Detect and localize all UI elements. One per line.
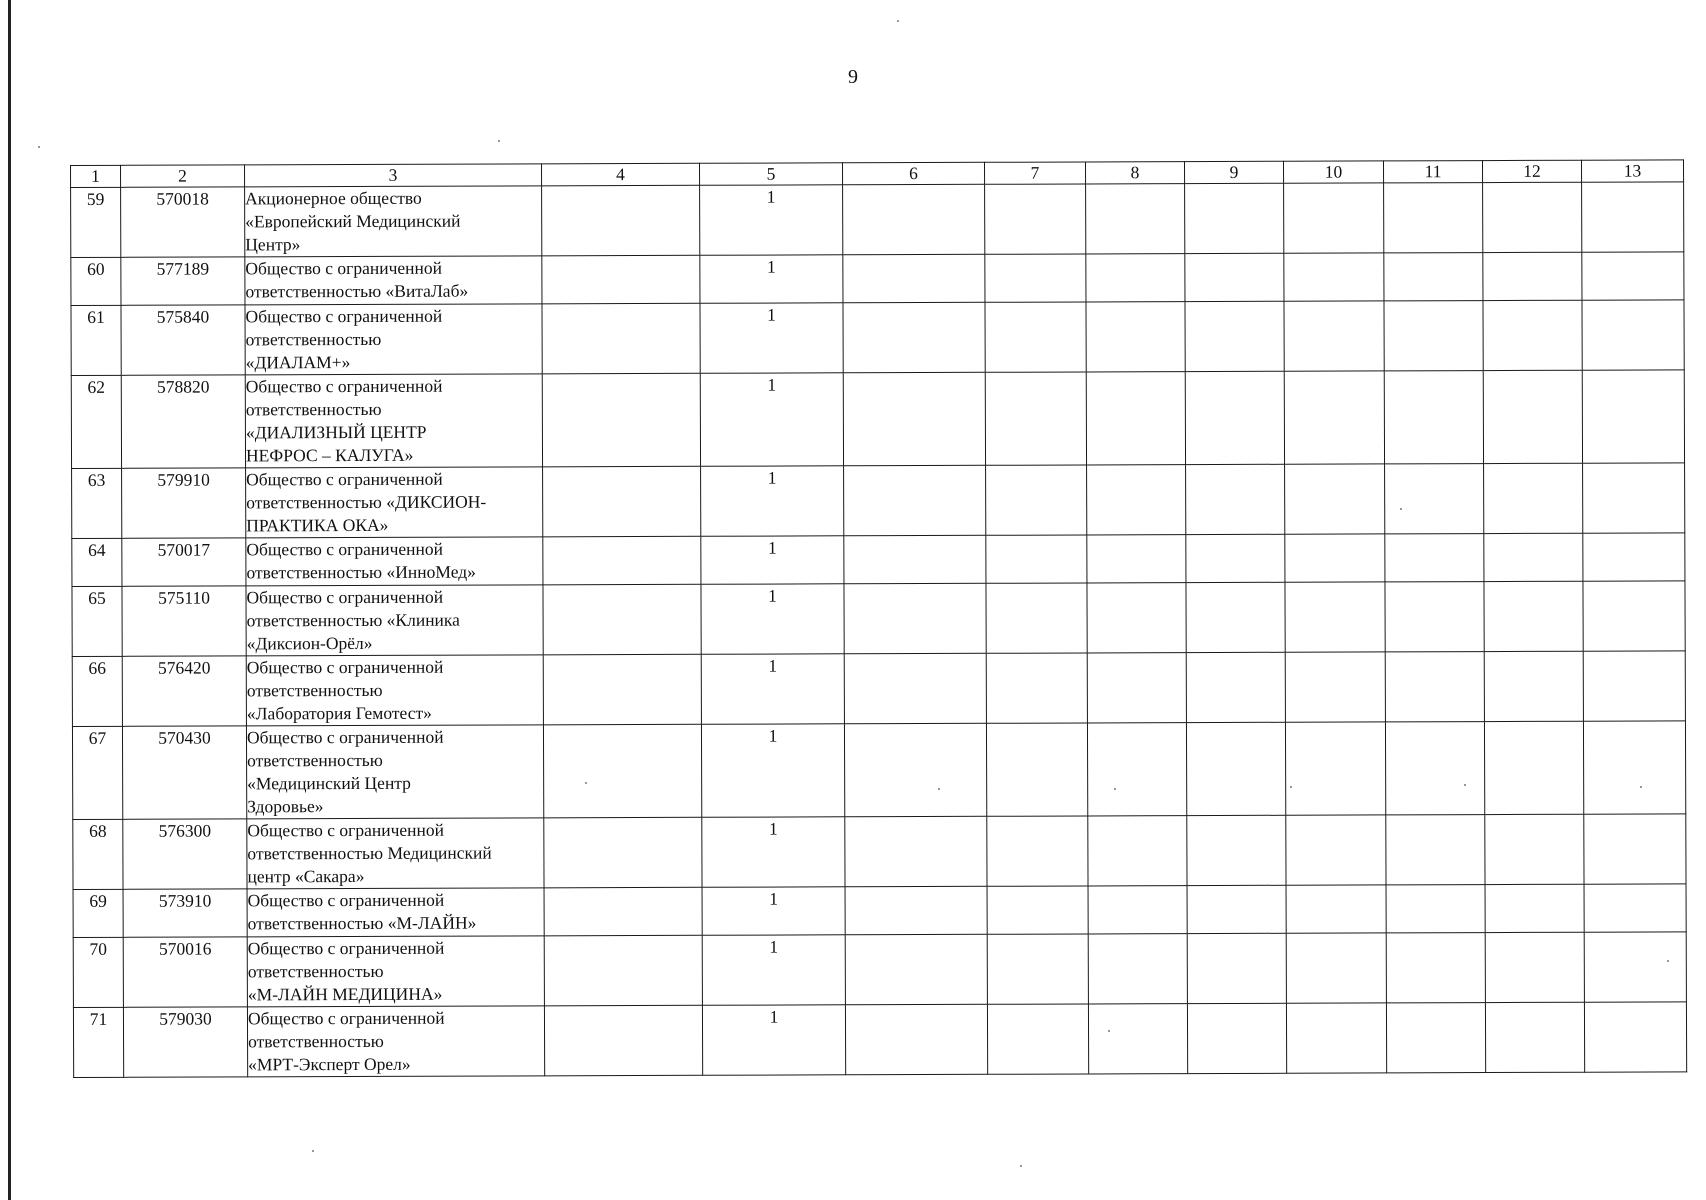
organization-name-line: Общество с ограниченной [245,375,443,397]
empty-cell-col11 [1386,1003,1485,1073]
table-row [71,182,1684,258]
empty-cell-col8 [1087,723,1186,816]
registry-code-cell: 579910 [122,468,246,538]
column-number-5: 5 [699,163,842,185]
registry-code-cell: 579030 [123,1007,247,1077]
scan-speck [897,20,899,22]
empty-cell-col4 [544,935,702,1006]
empty-cell-col4 [543,584,701,655]
register-sheet [70,159,1687,1078]
organization-name-line: «Европейский Медицинский [245,210,461,232]
organization-name-cell [245,256,542,305]
empty-cell-col10 [1284,183,1384,253]
empty-cell-col13 [1583,651,1685,721]
empty-cell-col4 [544,1005,702,1076]
empty-cell-col9 [1186,652,1285,722]
organization-name-line: ответственностью [245,398,382,420]
organization-name-cell [247,1006,544,1077]
empty-cell-col13 [1584,814,1686,884]
empty-cell-col7 [987,886,1088,934]
empty-cell-col10 [1284,371,1384,464]
register-table [70,159,1687,1078]
organization-name-line: ответственностью Медицинский [247,842,492,864]
empty-cell-col10 [1285,652,1385,722]
registry-code-cell: 570017 [122,538,246,586]
empty-cell-col11 [1384,301,1483,371]
empty-cell-col6 [844,723,986,816]
empty-cell-col8 [1087,583,1186,653]
scan-speck [312,1150,314,1152]
organization-name-line: Общество с ограниченной [245,257,443,279]
organization-name-cell [246,725,543,819]
organization-name-line: Общество с ограниченной [247,937,445,959]
empty-cell-col6 [845,886,987,934]
organization-name-line: Центр» [245,234,301,255]
organization-name-line: Общество с ограниченной [247,889,445,911]
organization-name-line: Общество с ограниченной [246,468,443,490]
row-number-cell: 66 [72,656,122,726]
table-row [73,932,1686,1008]
empty-cell-col12 [1483,182,1582,252]
empty-cell-col13 [1584,884,1686,932]
empty-cell-col12 [1485,814,1584,884]
empty-cell-col13 [1582,252,1684,300]
empty-cell-col13 [1583,581,1685,651]
organization-name-line: Общество с ограниченной [247,819,444,841]
col5-value-cell: 1 [701,724,844,817]
table-body [71,182,1687,1078]
empty-cell-col4 [542,255,700,304]
table-row [71,370,1684,469]
table-row [71,300,1684,376]
organization-name-line: ответственностью «М-ЛАЙН» [247,912,477,934]
scan-speck [38,146,40,148]
organization-name-cell [246,537,543,586]
registry-code-cell: 576300 [123,819,247,889]
empty-cell-col9 [1185,371,1284,464]
empty-cell-col9 [1185,253,1284,301]
empty-cell-col4 [543,724,701,818]
empty-cell-col8 [1088,816,1187,886]
row-number-cell: 59 [71,187,121,257]
organization-name-cell [246,585,543,656]
table-row [72,533,1685,587]
column-number-7: 7 [984,162,1085,184]
scan-speck [1020,1165,1022,1167]
empty-cell-col4 [543,466,701,537]
empty-cell-col7 [985,372,1086,465]
empty-cell-col11 [1384,183,1483,253]
empty-cell-col10 [1284,301,1384,371]
empty-cell-col7 [986,583,1087,653]
empty-cell-col8 [1088,934,1187,1004]
table-row [72,581,1685,657]
empty-cell-col12 [1485,884,1584,932]
column-number-6: 6 [842,162,984,184]
organization-name-line: «Лаборатория Гемотест» [246,702,432,724]
empty-cell-col6 [845,1004,987,1074]
empty-cell-col11 [1385,582,1484,652]
empty-cell-col12 [1484,651,1583,721]
organization-name-line: ответственностью [246,679,383,701]
empty-cell-col7 [986,653,1087,723]
organization-name-line: ответственностью «ДИКСИОН- [246,491,487,513]
row-number-cell: 63 [72,468,122,538]
organization-name-line: «Диксион-Орёл» [246,632,373,654]
empty-cell-col11 [1385,464,1484,534]
table-row [72,651,1685,727]
row-number-cell: 60 [71,257,121,305]
page-number: 9 [848,66,858,88]
organization-name-line: ответственностью [247,960,384,982]
empty-cell-col7 [986,535,1087,583]
empty-cell-col7 [986,465,1087,535]
scan-speck [1290,786,1292,788]
empty-cell-col10 [1285,464,1385,534]
empty-cell-col6 [843,372,985,465]
empty-cell-col10 [1286,885,1386,933]
table-row [71,252,1684,306]
scan-speck [1667,960,1669,962]
scan-speck [585,782,587,784]
column-number-3: 3 [245,164,542,187]
column-number-8: 8 [1085,162,1184,184]
organization-name-line: «М-ЛАЙН МЕДИЦИНА» [247,983,443,1005]
table-row [72,721,1685,820]
empty-cell-col10 [1286,815,1386,885]
empty-cell-col9 [1186,722,1285,815]
empty-cell-col4 [543,536,701,585]
empty-cell-col11 [1384,253,1483,301]
col5-value-cell: 1 [700,373,843,466]
col5-value-cell: 1 [701,654,844,724]
empty-cell-col8 [1086,302,1185,372]
empty-cell-col6 [843,184,985,254]
empty-cell-col4 [543,654,701,725]
row-number-cell: 62 [71,375,121,468]
empty-cell-col9 [1186,464,1285,534]
empty-cell-col6 [844,583,986,653]
column-number-1: 1 [71,165,121,187]
empty-cell-col12 [1485,1002,1584,1072]
table-row [73,814,1686,890]
column-number-9: 9 [1184,161,1283,183]
empty-cell-col13 [1582,182,1684,252]
empty-cell-col13 [1583,533,1685,581]
row-number-cell: 69 [73,889,123,937]
organization-name-line: центр «Сакара» [247,865,365,887]
organization-name-line: ответственностью «Клиника [246,609,460,631]
empty-cell-col9 [1185,183,1284,253]
col5-value-cell: 1 [702,817,845,887]
column-number-13: 13 [1581,160,1683,182]
empty-cell-col7 [987,1004,1088,1074]
empty-cell-col4 [544,887,702,936]
empty-cell-col8 [1086,254,1185,302]
organization-name-line: Здоровье» [247,796,324,817]
empty-cell-col12 [1484,463,1583,533]
col5-value-cell: 1 [700,303,843,373]
empty-cell-col7 [986,723,1087,816]
empty-cell-col11 [1386,885,1485,933]
empty-cell-col12 [1483,300,1582,370]
empty-cell-col10 [1285,722,1385,815]
scan-speck [1114,788,1116,790]
organization-name-line: ответственностью [247,749,383,771]
empty-cell-col8 [1087,535,1186,583]
empty-cell-col6 [844,535,986,583]
registry-code-cell: 570018 [121,187,245,257]
scan-speck [498,140,500,142]
empty-cell-col11 [1386,933,1485,1003]
organization-name-line: ответственностью [245,328,382,350]
empty-cell-col10 [1285,534,1385,582]
scan-speck [938,788,940,790]
registry-code-cell: 570430 [122,726,246,819]
organization-name-cell [246,467,543,538]
scan-speck [1108,1030,1110,1032]
row-number-cell: 67 [72,726,122,819]
registry-code-cell: 578820 [121,375,245,468]
empty-cell-col7 [985,302,1086,372]
empty-cell-col11 [1385,652,1484,722]
empty-cell-col9 [1187,1003,1286,1073]
empty-cell-col12 [1484,581,1583,651]
organization-name-line: «ДИАЛАМ+» [245,352,351,373]
empty-cell-col9 [1185,301,1284,371]
col5-value-cell: 1 [701,584,844,654]
empty-cell-col11 [1386,815,1485,885]
row-number-cell: 65 [72,586,122,656]
empty-cell-col8 [1086,372,1185,465]
organization-name-line: Общество с ограниченной [246,586,444,608]
empty-cell-col4 [542,373,700,467]
empty-cell-col8 [1088,886,1187,934]
empty-cell-col6 [844,653,986,723]
organization-name-line: ответственностью «ИнноМед» [246,561,476,583]
organization-name-line: «МРТ-Эксперт Орел» [248,1053,411,1075]
empty-cell-col11 [1385,722,1484,815]
table-row [73,884,1686,938]
organization-name-line: ПРАКТИКА ОКА» [246,514,389,536]
empty-cell-col13 [1582,300,1684,370]
organization-name-line: НЕФРОС – КАЛУГА» [245,444,414,466]
organization-name-line: Общество с ограниченной [246,538,444,560]
col5-value-cell: 1 [702,935,845,1005]
row-number-cell: 70 [73,937,123,1007]
column-number-10: 10 [1283,161,1383,183]
col5-value-cell: 1 [701,466,844,536]
organization-name-line: ответственностью [248,1030,384,1052]
registry-code-cell: 575110 [122,586,246,656]
empty-cell-col11 [1385,534,1484,582]
empty-cell-col13 [1583,463,1685,533]
column-number-2: 2 [121,165,245,187]
empty-cell-col13 [1583,721,1685,814]
organization-name-cell [245,186,542,257]
empty-cell-col7 [987,934,1088,1004]
empty-cell-col9 [1186,582,1285,652]
organization-name-line: Общество с ограниченной [245,305,443,327]
scan-speck [1464,784,1466,786]
col5-value-cell: 1 [701,536,844,584]
scan-speck [1400,508,1402,510]
registry-code-cell: 576420 [122,656,246,726]
empty-cell-col9 [1186,534,1285,582]
empty-cell-col6 [843,302,985,372]
organization-name-line: Общество с ограниченной [246,726,444,748]
empty-cell-col11 [1384,371,1483,464]
empty-cell-col9 [1187,933,1286,1003]
empty-cell-col6 [845,934,987,1004]
empty-cell-col7 [985,254,1086,302]
registry-code-cell: 577189 [121,257,245,305]
organization-name-cell [245,374,542,468]
table-row [72,463,1685,539]
empty-cell-col7 [985,184,1086,254]
organization-name-line: Акционерное общество [245,187,422,209]
empty-cell-col12 [1483,252,1582,300]
organization-name-cell [246,655,543,726]
organization-name-line: Общество с ограниченной [247,1007,445,1029]
row-number-cell: 71 [73,1007,123,1077]
col5-value-cell: 1 [700,255,843,303]
column-number-4: 4 [541,163,699,186]
empty-cell-col6 [843,254,985,302]
empty-cell-col13 [1584,932,1686,1002]
scan-edge-line [8,0,11,1200]
organization-name-cell [247,936,544,1007]
organization-name-line: Общество с ограниченной [246,656,444,678]
organization-name-line: «Медицинский Центр [247,772,411,794]
organization-name-line: «ДИАЛИЗНЫЙ ЦЕНТР [245,421,427,443]
empty-cell-col8 [1086,184,1185,254]
registry-code-cell: 575840 [121,305,245,375]
empty-cell-col12 [1485,932,1584,1002]
empty-cell-col10 [1286,1003,1386,1073]
empty-cell-col7 [987,816,1088,886]
empty-cell-col8 [1088,1004,1187,1074]
empty-cell-col4 [544,817,702,888]
empty-cell-col10 [1286,933,1386,1003]
scan-speck [1640,786,1642,788]
empty-cell-col13 [1584,1002,1686,1072]
col5-value-cell: 1 [700,185,843,255]
empty-cell-col9 [1187,885,1286,933]
registry-code-cell: 570016 [123,937,247,1007]
organization-name-cell [247,818,544,889]
empty-cell-col12 [1484,533,1583,581]
empty-cell-col4 [542,303,700,374]
empty-cell-col12 [1484,721,1583,814]
organization-name-cell [245,304,542,375]
empty-cell-col6 [845,816,987,886]
row-number-cell: 61 [71,305,121,375]
row-number-cell: 68 [73,819,123,889]
empty-cell-col13 [1582,370,1684,463]
empty-cell-col8 [1087,465,1186,535]
empty-cell-col6 [844,465,986,535]
organization-name-cell [247,888,544,937]
organization-name-line: ответственностью «ВитаЛаб» [245,280,469,302]
row-number-cell: 64 [72,538,122,586]
empty-cell-col8 [1087,653,1186,723]
col5-value-cell: 1 [702,887,845,935]
registry-code-cell: 573910 [123,889,247,937]
empty-cell-col10 [1285,582,1385,652]
empty-cell-col9 [1187,815,1286,885]
col5-value-cell: 1 [702,1005,845,1075]
empty-cell-col4 [542,185,700,256]
column-number-11: 11 [1383,161,1482,183]
empty-cell-col12 [1483,370,1582,463]
table-row [73,1002,1686,1078]
empty-cell-col10 [1284,253,1384,301]
column-number-12: 12 [1482,160,1581,182]
